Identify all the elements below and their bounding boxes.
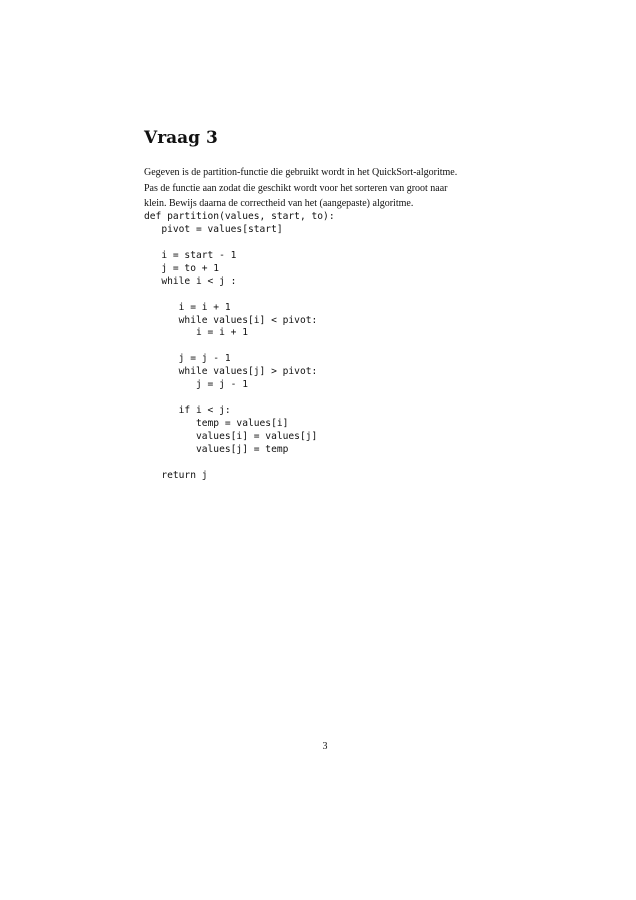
- code-line: temp = values[i]: [144, 418, 289, 429]
- code-line: i = i + 1: [144, 327, 248, 339]
- code-line: j = to + 1: [144, 262, 220, 274]
- question-text: [144, 165, 564, 212]
- code-line: values[j] = temp: [144, 443, 289, 455]
- page-number: 3: [322, 741, 328, 752]
- code-line: [144, 340, 335, 353]
- code-line: [144, 457, 335, 470]
- code-line: [144, 289, 335, 302]
- code-line: pivot = values[start]: [144, 223, 283, 235]
- question-text-line: Pas de functie aan zodat die geschikt wordt voor het sorteren van groot naar: [144, 182, 448, 194]
- code-line: [144, 237, 335, 250]
- code-line: j = j - 1: [144, 379, 248, 391]
- question-text-line: klein. Bewijs daarna de correctheid van het (aangepaste) algoritme.: [144, 198, 414, 209]
- code-line: i = start - 1: [144, 249, 237, 261]
- code-line: while values[j] > pivot:: [144, 366, 318, 378]
- code-line: values[i] = values[j]: [144, 430, 318, 442]
- code-line: while values[i] < pivot:: [144, 314, 318, 326]
- code-listing: [144, 211, 335, 483]
- code-line: if i < j:: [144, 405, 231, 417]
- code-line: j = j - 1: [144, 353, 231, 365]
- code-line: while i < j :: [144, 275, 237, 287]
- code-line: def partition(values, start, to):: [144, 211, 335, 222]
- code-line: [144, 392, 335, 405]
- question-text-line: Gegeven is de partition-functie die gebruikt wordt in het QuickSort-algoritme.: [144, 167, 458, 178]
- question-heading: Vraag 3: [144, 128, 218, 148]
- code-line: i = i + 1: [144, 301, 231, 313]
- code-line: return j: [144, 469, 208, 481]
